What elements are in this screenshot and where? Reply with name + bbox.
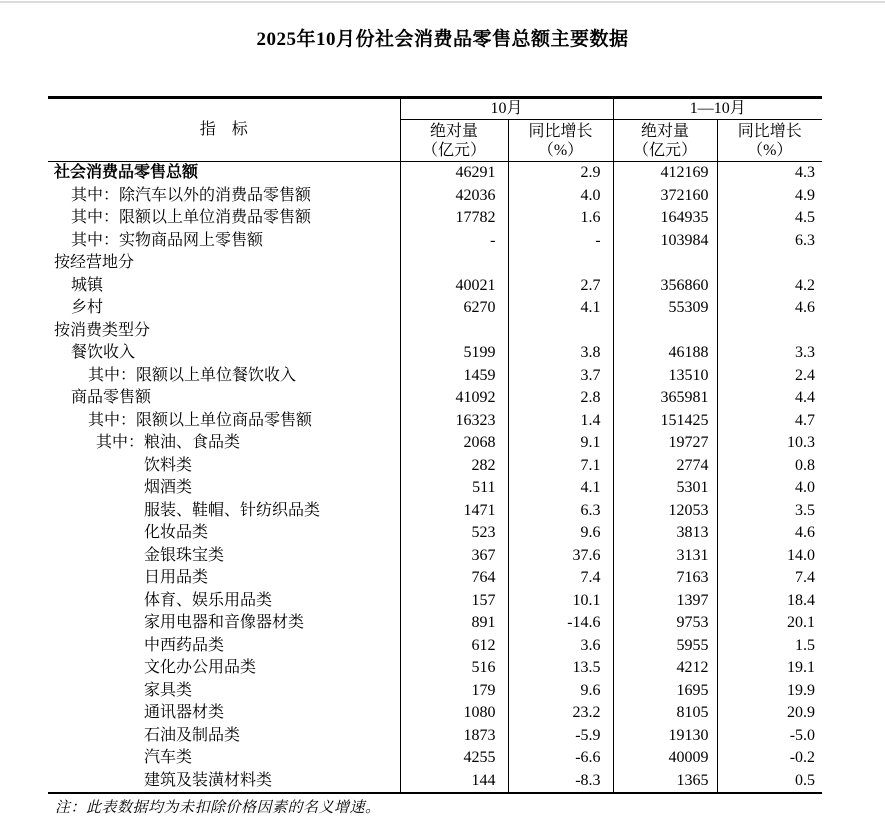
indicator-cell: 饮料类 <box>144 456 193 474</box>
value-cell: 8105 <box>613 702 717 725</box>
value-cell: -0.2 <box>717 747 822 770</box>
value-cell <box>613 320 717 343</box>
value-cell: 1459 <box>400 365 508 388</box>
jan-oct-absolute-header <box>613 120 717 162</box>
header-line: 绝对量 <box>429 122 478 140</box>
value-cell: 3.6 <box>508 635 613 658</box>
value-cell <box>400 252 508 275</box>
value-cell: 367 <box>400 545 508 568</box>
value-cell: -5.0 <box>717 725 822 748</box>
value-cell: 23.2 <box>508 702 613 725</box>
table-row <box>48 162 822 185</box>
table-row <box>48 387 822 410</box>
value-cell: 13.5 <box>508 657 613 680</box>
value-cell: 7.4 <box>717 567 822 590</box>
value-cell: 18.4 <box>717 590 822 613</box>
header-line: （亿元） <box>421 141 486 159</box>
table-row <box>48 590 822 613</box>
table-row <box>48 365 822 388</box>
table-row <box>48 500 822 523</box>
table-row <box>48 657 822 680</box>
indicator-cell: 石油及制品类 <box>144 726 241 744</box>
value-cell: - <box>508 230 613 253</box>
value-cell: 612 <box>400 635 508 658</box>
value-cell: 40009 <box>613 747 717 770</box>
value-cell: -5.9 <box>508 725 613 748</box>
value-cell <box>508 252 613 275</box>
value-cell: 4.7 <box>717 410 822 433</box>
value-cell: 3.3 <box>717 342 822 365</box>
indicator-cell: 中西药品类 <box>144 636 225 654</box>
value-cell: 4.6 <box>717 297 822 320</box>
value-cell: 7.4 <box>508 567 613 590</box>
value-cell: 282 <box>400 455 508 478</box>
indicator-cell: 其中：限额以上单位商品零售额 <box>88 411 313 429</box>
indicator-cell: 金银珠宝类 <box>144 546 225 564</box>
value-cell: 1873 <box>400 725 508 748</box>
indicator-cell: 建筑及装潢材料类 <box>144 771 273 789</box>
value-cell: 46188 <box>613 342 717 365</box>
value-cell: 4.0 <box>508 185 613 208</box>
indicator-cell: 家用电器和音像器材类 <box>144 614 305 631</box>
value-cell: 5301 <box>613 477 717 500</box>
value-cell: 20.9 <box>717 702 822 725</box>
table-row <box>48 185 822 208</box>
value-cell <box>508 320 613 343</box>
value-cell: 412169 <box>613 162 717 185</box>
stats-table-container <box>48 96 822 794</box>
value-cell: 46291 <box>400 162 508 185</box>
value-cell: 2.4 <box>717 365 822 388</box>
value-cell: 0.5 <box>717 770 822 794</box>
value-cell: 0.8 <box>717 455 822 478</box>
indicator-cell: 日用品类 <box>144 569 209 586</box>
header-line: （%） <box>747 141 793 159</box>
value-cell: 7163 <box>613 567 717 590</box>
indicator-column-header: 指 标 <box>48 98 400 162</box>
header-line: 同比增长 <box>528 122 593 140</box>
value-cell: 891 <box>400 612 508 635</box>
table-row <box>48 612 822 635</box>
value-cell: 14.0 <box>717 545 822 568</box>
value-cell: 9753 <box>613 612 717 635</box>
value-cell: 144 <box>400 770 508 794</box>
value-cell: 3131 <box>613 545 717 568</box>
value-cell: -8.3 <box>508 770 613 794</box>
table-row <box>48 747 822 770</box>
value-cell: 1080 <box>400 702 508 725</box>
value-cell: 2774 <box>613 455 717 478</box>
table-row <box>48 320 822 343</box>
value-cell <box>613 252 717 275</box>
indicator-cell: 服装、鞋帽、针纺织品类 <box>144 501 321 519</box>
indicator-cell: 社会消费品零售总额 <box>54 164 199 181</box>
indicator-cell: 汽车类 <box>144 749 193 766</box>
value-cell: 3.5 <box>717 500 822 523</box>
value-cell: 3813 <box>613 522 717 545</box>
value-cell: 4212 <box>613 657 717 680</box>
value-cell: 4.9 <box>717 185 822 208</box>
value-cell: -6.6 <box>508 747 613 770</box>
value-cell: 4.1 <box>508 477 613 500</box>
value-cell: 764 <box>400 567 508 590</box>
header-line: （%） <box>537 141 584 159</box>
table-row <box>48 725 822 748</box>
value-cell: 55309 <box>613 297 717 320</box>
value-cell: 19.1 <box>717 657 822 680</box>
value-cell: 19.9 <box>717 680 822 703</box>
header-line: 绝对量 <box>641 122 690 140</box>
value-cell: 103984 <box>613 230 717 253</box>
value-cell: 4.6 <box>717 522 822 545</box>
value-cell: 6270 <box>400 297 508 320</box>
table-row <box>48 207 822 230</box>
value-cell: 516 <box>400 657 508 680</box>
retail-sales-table <box>48 96 822 794</box>
october-absolute-header <box>400 120 508 162</box>
value-cell: 5199 <box>400 342 508 365</box>
indicator-cell: 其中：限额以上单位餐饮收入 <box>88 366 297 384</box>
header-group-row <box>48 98 822 120</box>
jan-oct-growth-header <box>717 120 822 162</box>
value-cell <box>717 252 822 275</box>
value-cell: 40021 <box>400 275 508 298</box>
value-cell: 6.3 <box>717 230 822 253</box>
table-row <box>48 252 822 275</box>
value-cell: 16323 <box>400 410 508 433</box>
table-row <box>48 342 822 365</box>
table-row <box>48 567 822 590</box>
table-row <box>48 410 822 433</box>
table-header <box>48 98 822 162</box>
jan-oct-group-header: 1—10月 <box>613 98 822 120</box>
value-cell: 9.6 <box>508 680 613 703</box>
value-cell: 3.8 <box>508 342 613 365</box>
table-row <box>48 635 822 658</box>
indicator-cell: 乡村 <box>71 299 104 316</box>
table-row <box>48 477 822 500</box>
value-cell: 3.7 <box>508 365 613 388</box>
indicator-cell: 其中：除汽车以外的消费品零售额 <box>71 186 312 204</box>
table-body <box>48 162 822 794</box>
value-cell: 12053 <box>613 500 717 523</box>
header-line: （亿元） <box>633 141 698 159</box>
value-cell: 9.6 <box>508 522 613 545</box>
value-cell: 164935 <box>613 207 717 230</box>
value-cell: 20.1 <box>717 612 822 635</box>
indicator-cell: 城镇 <box>71 276 104 294</box>
value-cell: 19130 <box>613 725 717 748</box>
indicator-cell: 按经营地分 <box>54 254 135 271</box>
indicator-cell: 商品零售额 <box>71 389 152 406</box>
page-title: 2025年10月份社会消费品零售总额主要数据 <box>256 29 629 50</box>
value-cell: 1471 <box>400 500 508 523</box>
indicator-cell: 其中：限额以上单位消费品零售额 <box>71 209 312 226</box>
indicator-cell: 家具类 <box>144 681 193 699</box>
table-row <box>48 522 822 545</box>
value-cell: 2.7 <box>508 275 613 298</box>
table-row <box>48 297 822 320</box>
value-cell: 4.3 <box>717 162 822 185</box>
value-cell: 151425 <box>613 410 717 433</box>
value-cell: 13510 <box>613 365 717 388</box>
value-cell: 10.1 <box>508 590 613 613</box>
value-cell: 1397 <box>613 590 717 613</box>
value-cell: 41092 <box>400 387 508 410</box>
indicator-cell: 餐饮收入 <box>71 344 136 361</box>
value-cell: 37.6 <box>508 545 613 568</box>
value-cell: 10.3 <box>717 432 822 455</box>
value-cell: 7.1 <box>508 455 613 478</box>
value-cell: 17782 <box>400 207 508 230</box>
value-cell: 6.3 <box>508 500 613 523</box>
value-cell: 511 <box>400 477 508 500</box>
value-cell: 2.8 <box>508 387 613 410</box>
indicator-cell: 按消费类型分 <box>54 321 151 339</box>
indicator-cell: 其中：粮油、食品类 <box>96 434 241 451</box>
value-cell <box>400 320 508 343</box>
table-row <box>48 275 822 298</box>
value-cell: 2068 <box>400 432 508 455</box>
indicator-cell: 文化办公用品类 <box>144 659 257 676</box>
value-cell: 4255 <box>400 747 508 770</box>
value-cell <box>717 320 822 343</box>
october-growth-header <box>508 120 613 162</box>
table-row <box>48 770 822 794</box>
value-cell: 4.0 <box>717 477 822 500</box>
value-cell: - <box>400 230 508 253</box>
footnote: 注：此表数据均为未扣除价格因素的名义增速。 <box>55 800 381 816</box>
table-row <box>48 545 822 568</box>
value-cell: 157 <box>400 590 508 613</box>
value-cell: 4.2 <box>717 275 822 298</box>
value-cell: 1365 <box>613 770 717 794</box>
value-cell: -14.6 <box>508 612 613 635</box>
indicator-cell: 化妆品类 <box>144 524 209 541</box>
table-row <box>48 230 822 253</box>
value-cell: 372160 <box>613 185 717 208</box>
value-cell: 4.1 <box>508 297 613 320</box>
value-cell: 523 <box>400 522 508 545</box>
value-cell: 356860 <box>613 275 717 298</box>
value-cell: 42036 <box>400 185 508 208</box>
value-cell: 1695 <box>613 680 717 703</box>
value-cell: 1.6 <box>508 207 613 230</box>
value-cell: 4.5 <box>717 207 822 230</box>
table-row <box>48 432 822 455</box>
top-divider <box>0 1 885 3</box>
value-cell: 19727 <box>613 432 717 455</box>
value-cell: 9.1 <box>508 432 613 455</box>
indicator-cell: 通讯器材类 <box>144 704 225 721</box>
table-row <box>48 455 822 478</box>
value-cell: 365981 <box>613 387 717 410</box>
table-row <box>48 680 822 703</box>
indicator-cell: 体育、娱乐用品类 <box>144 591 273 609</box>
value-cell: 2.9 <box>508 162 613 185</box>
value-cell: 4.4 <box>717 387 822 410</box>
value-cell: 1.5 <box>717 635 822 658</box>
indicator-cell: 其中：实物商品网上零售额 <box>71 231 264 249</box>
value-cell: 5955 <box>613 635 717 658</box>
value-cell: 1.4 <box>508 410 613 433</box>
header-line: 同比增长 <box>737 122 802 140</box>
table-row <box>48 702 822 725</box>
october-group-header: 10月 <box>400 98 613 120</box>
value-cell: 179 <box>400 680 508 703</box>
indicator-cell: 烟酒类 <box>144 479 193 496</box>
